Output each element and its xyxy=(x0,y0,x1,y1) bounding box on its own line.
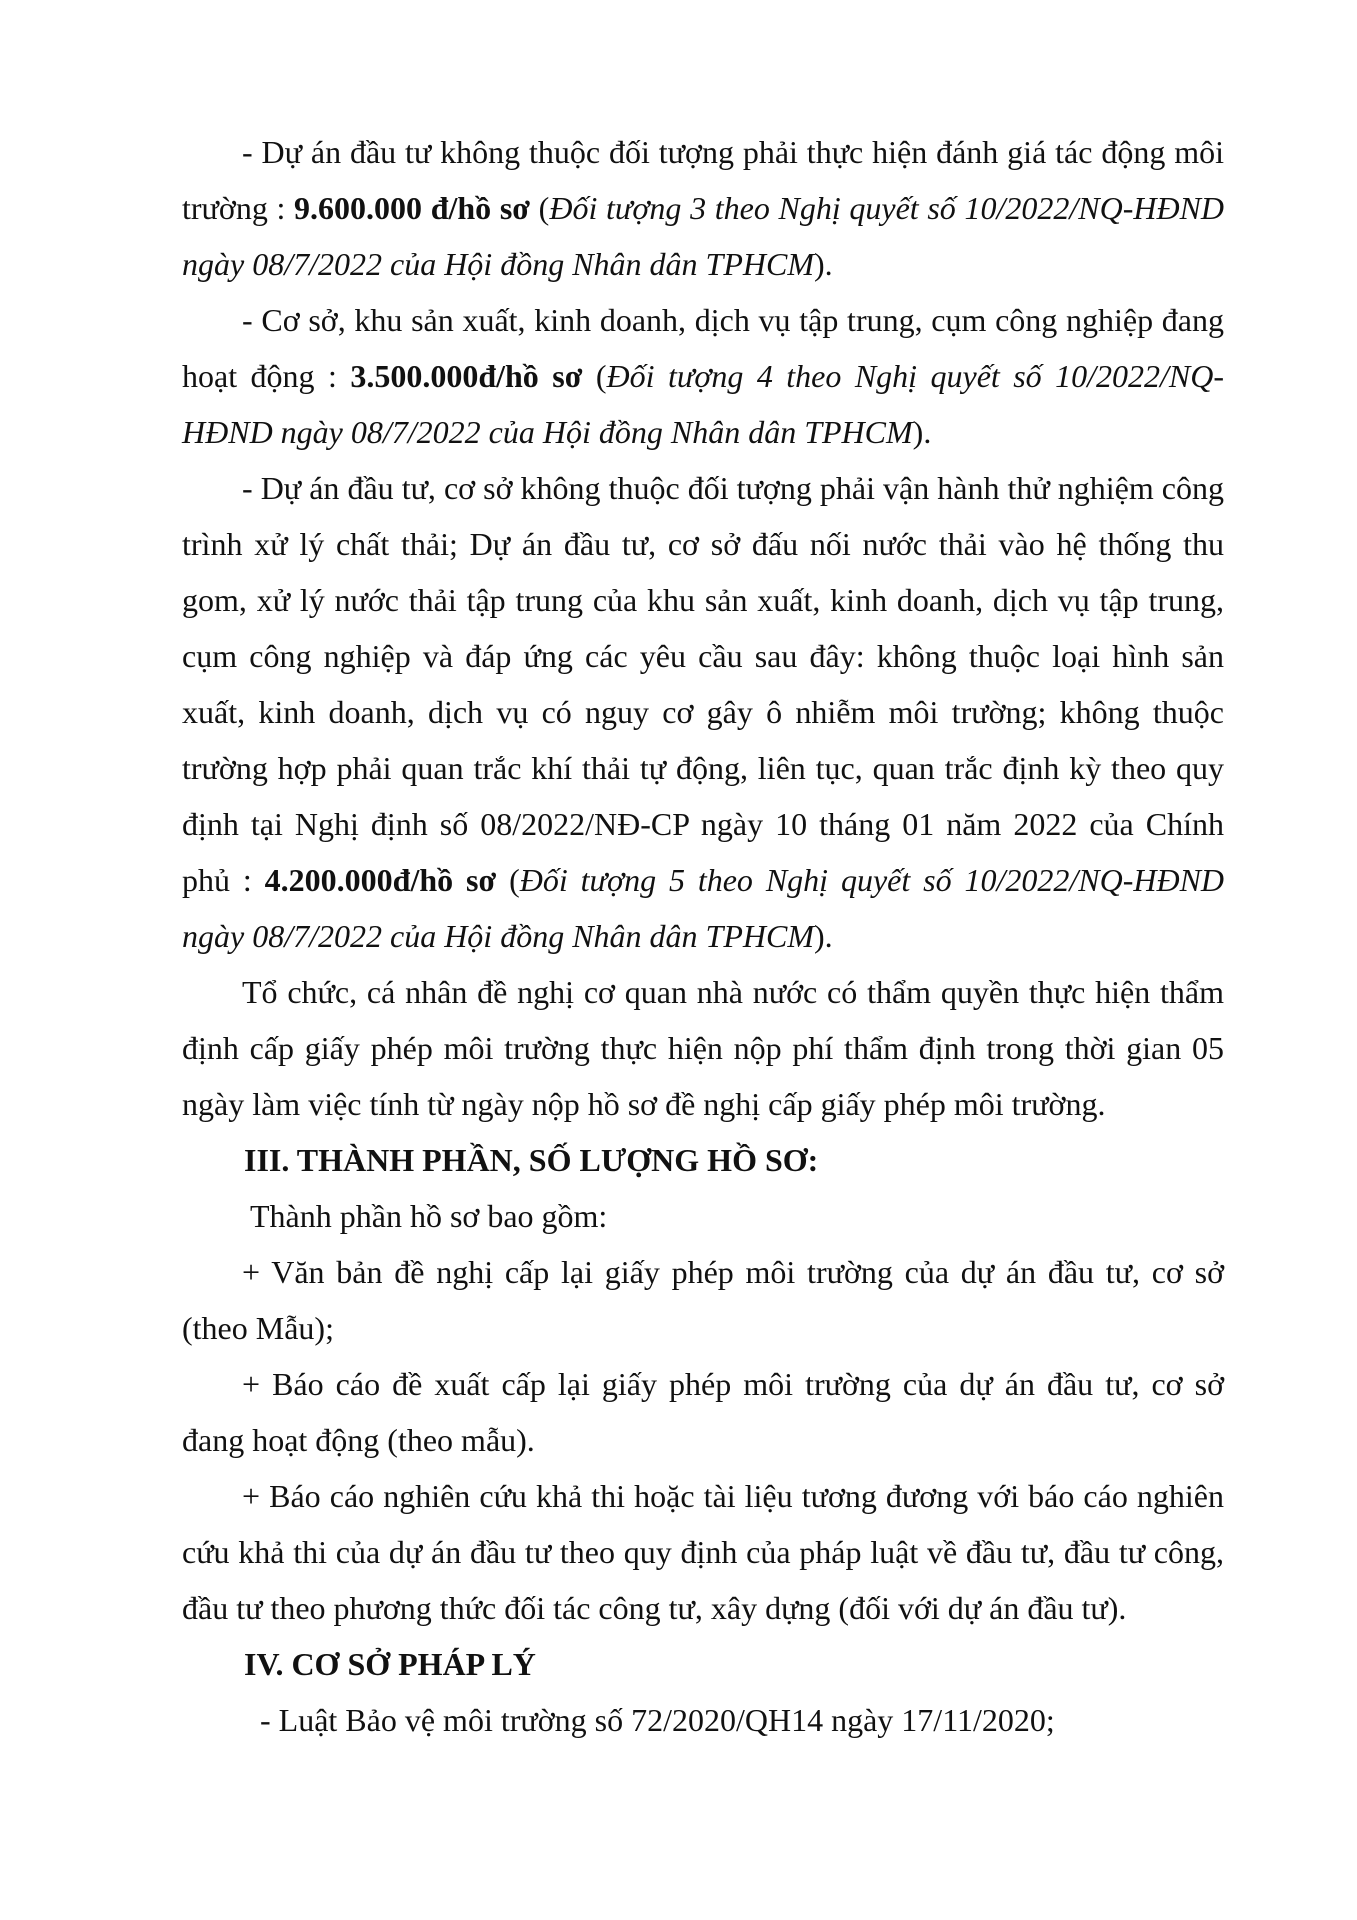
fee-item-2 xyxy=(182,292,1224,460)
fee-item-3-text: - Dự án đầu tư, cơ sở không thuộc đối tượng phải vận hành thử nghiệm công trình xử lý chất thải; Dự án đầu tư, cơ sở đấu nối nước thải vào hệ thống thu gom, xử lý nước thải tập trung của khu sản xuất, kinh doanh, dịch vụ tập trung, cụm công nghiệp và đáp ứng các yêu cầu sau đây: không thuộc loại hình sản xuất, kinh doanh, dịch vụ có nguy cơ gây ô nhiễm môi trường; không thuộc trường hợp phải quan trắc khí thải tự động, liên tục, quan trắc định kỳ theo quy định tại Nghị định số 08/2022/NĐ-CP ngày 10 tháng 01 năm 2022 của Chính phủ : xyxy=(182,470,1224,898)
fee-item-2-amount: 3.500.000đ/hồ sơ xyxy=(350,358,583,394)
fee-item-3-amount: 4.200.000đ/hồ sơ xyxy=(264,862,497,898)
fee-item-1-amount: 9.600.000 đ/hồ sơ xyxy=(294,190,531,226)
payment-note: Tổ chức, cá nhân đề nghị cơ quan nhà nước có thẩm quyền thực hiện thẩm định cấp giấy phép môi trường thực hiện nộp phí thẩm định trong thời gian 05 ngày làm việc tính từ ngày nộp hồ sơ đề nghị cấp giấy phép môi trường. xyxy=(182,974,1224,1122)
fee-item-3-open: ( xyxy=(496,862,520,898)
dossier-item-2: + Báo cáo đề xuất cấp lại giấy phép môi trường của dự án đầu tư, cơ sở đang hoạt động (theo mẫu). xyxy=(182,1366,1224,1458)
legal-basis-item-1: - Luật Bảo vệ môi trường số 72/2020/QH14 ngày 17/11/2020; xyxy=(260,1702,1055,1738)
section-3-intro: Thành phần hồ sơ bao gồm: xyxy=(250,1198,608,1234)
section-3-heading: III. THÀNH PHẦN, SỐ LƯỢNG HỒ SƠ: xyxy=(244,1142,819,1178)
fee-item-1-reference: Đối tượng 3 theo Nghị quyết số 10/2022/NQ-HĐND ngày 08/7/2022 của Hội đồng Nhân dân TPHCM xyxy=(182,190,1225,282)
fee-item-1-close: ). xyxy=(813,246,833,282)
fee-item-1 xyxy=(182,124,1224,292)
fee-item-1-open: ( xyxy=(530,190,550,226)
dossier-item-3: + Báo cáo nghiên cứu khả thi hoặc tài liệu tương đương với báo cáo nghiên cứu khả thi của dự án đầu tư theo quy định của pháp luật về đầu tư, đầu tư công, đầu tư theo phương thức đối tác công tư, xây dựng (đối với dự án đầu tư). xyxy=(182,1478,1224,1626)
fee-item-2-text: - Cơ sở, khu sản xuất, kinh doanh, dịch vụ tập trung, cụm công nghiệp đang hoạt động : xyxy=(182,302,1224,394)
fee-item-3 xyxy=(182,460,1224,964)
fee-item-2-reference: Đối tượng 4 theo Nghị quyết số 10/2022/NQ-HĐND ngày 08/7/2022 của Hội đồng Nhân dân TPHCM xyxy=(182,358,1225,450)
fee-item-2-close: ). xyxy=(912,414,932,450)
fee-item-3-reference: Đối tượng 5 theo Nghị quyết số 10/2022/NQ-HĐND ngày 08/7/2022 của Hội đồng Nhân dân TPHCM xyxy=(182,862,1225,954)
fee-item-2-open: ( xyxy=(582,358,607,394)
fee-item-1-text: - Dự án đầu tư không thuộc đối tượng phải thực hiện đánh giá tác động môi trường : xyxy=(182,134,1224,226)
fee-item-3-close: ). xyxy=(813,918,833,954)
dossier-item-1: + Văn bản đề nghị cấp lại giấy phép môi trường của dự án đầu tư, cơ sở (theo Mẫu); xyxy=(182,1254,1224,1346)
section-4-heading: IV. CƠ SỞ PHÁP LÝ xyxy=(244,1646,536,1682)
